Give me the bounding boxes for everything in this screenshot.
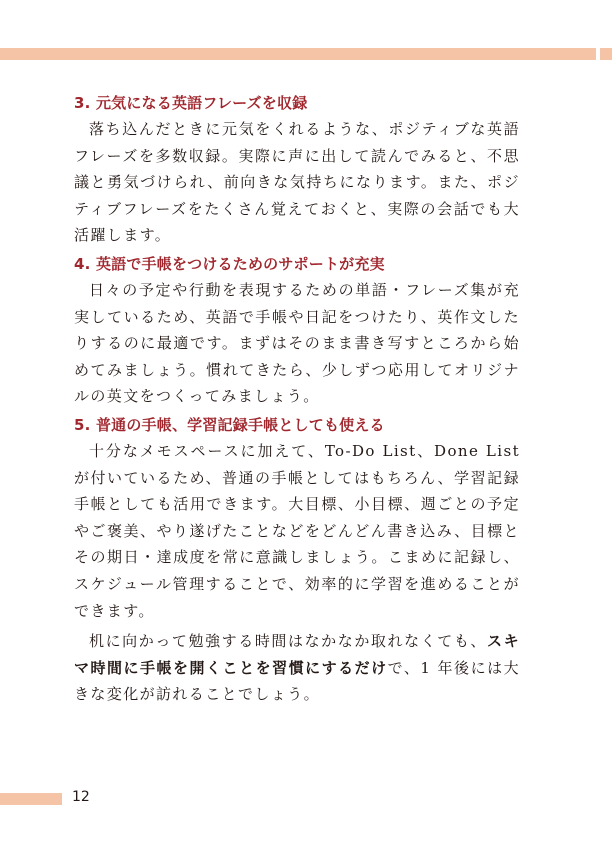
section-5-body: 十分なメモスペースに加えて、To-Do List、Done List が付いているため、普通の手帳としてはもちろん、学習記録手帳としても活用できます。大目標、小目標、週ごとの予定やご褒美、やり遂げたことなどをどんどん書き込み、目標とその期日・達成度を常に意識しましょう。こまめに記録し、スケジュール管理することで、効率的に学習を進めることができます。 — [74, 441, 520, 620]
page-number: 12 — [72, 789, 90, 805]
section-5-heading: 5. 普通の手帳、学習記録手帳としても使える — [74, 415, 385, 434]
closing-text-start: 机に向かって勉強する時間はなかなか取れなくても、 — [89, 632, 487, 651]
top-accent-tab — [600, 48, 612, 60]
closing-paragraph — [74, 628, 520, 708]
section-4-heading: 4. 英語で手帳をつけるためのサポートが充実 — [74, 254, 385, 273]
top-accent-band — [0, 48, 596, 60]
page-content — [74, 92, 520, 712]
section-3-body: 落ち込んだときに元気をくれるような、ポジティブな英語フレーズを多数収録。実際に声に出して読んでみると、不思議と勇気づけられ、前向きな気持ちになります。また、ポジティブフレーズをたくさん覚えておくと、実際の会話でも大活躍します。 — [74, 120, 520, 245]
closing-text-end: で、1 年後には大きな変化が訪れることでしょう。 — [74, 658, 520, 704]
footer-accent-bar — [0, 793, 62, 805]
section-4-body: 日々の予定や行動を表現するための単語・フレーズ集が充実しているため、英語で手帳や日記をつけたり、英作文したりするのに最適です。まずはそのまま書き写すところから始めてみましょう。慣れてきたら、少しずつ応用してオリジナルの英文をつくってみましょう。 — [74, 280, 520, 406]
section-3-heading: 3. 元気になる英語フレーズを収録 — [74, 94, 308, 112]
closing-emphasis: スキマ時間に手帳を開くことを習慣にするだけ — [74, 632, 520, 677]
